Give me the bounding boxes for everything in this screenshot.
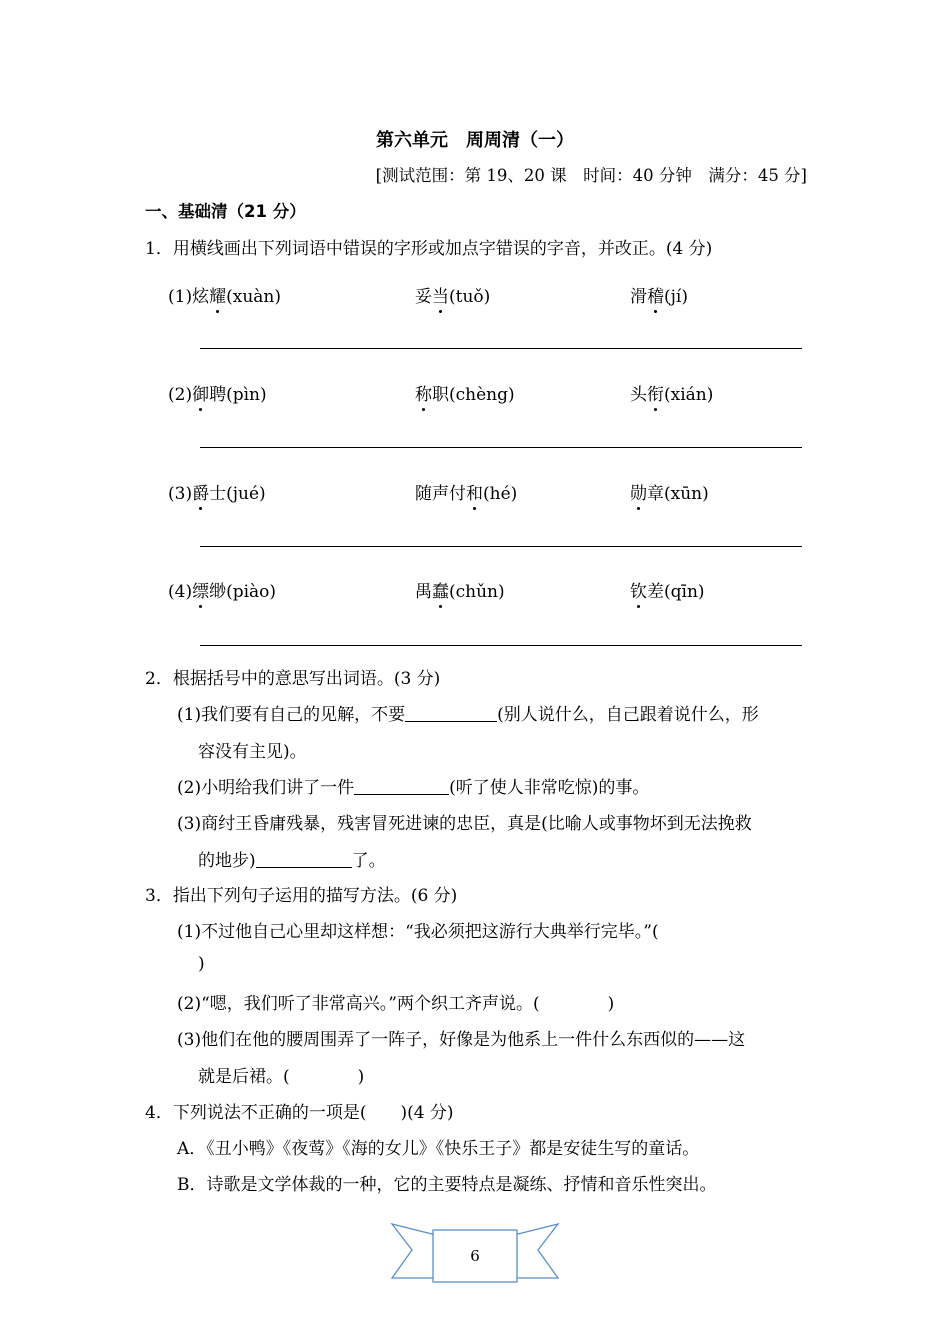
word-item	[630, 577, 705, 602]
word-item	[630, 380, 713, 405]
question-4-stem: 4．下列说法不正确的一项是( )(4 分)	[145, 1103, 454, 1123]
dotted-char: 耀	[209, 282, 226, 307]
dotted-char: 爵	[192, 479, 209, 504]
dotted-char: 当	[432, 282, 449, 307]
dotted-char: 勋	[630, 479, 647, 504]
word-item	[168, 479, 266, 504]
item-text: 的地步)	[198, 851, 256, 871]
word-item	[415, 577, 505, 602]
word-prefix: 随声付	[415, 484, 466, 504]
question-3-item-1-cont: )	[198, 954, 205, 974]
question-2-item-2	[177, 773, 649, 798]
item-text: 了。	[351, 851, 386, 871]
dotted-char: 蠢	[432, 577, 449, 602]
dotted-char: 缥	[192, 577, 209, 602]
word-suffix: (xián)	[664, 385, 714, 405]
word-item	[415, 380, 515, 405]
word-prefix: (2)	[168, 385, 193, 405]
page-title: 第六单元 周周清（一）	[376, 130, 574, 151]
word-suffix: 缈(piào)	[209, 582, 277, 602]
word-prefix: 禺	[415, 582, 432, 602]
word-item	[415, 479, 517, 504]
word-item	[630, 282, 688, 307]
word-suffix: 差(qīn)	[647, 582, 705, 602]
word-suffix: (jí)	[664, 287, 688, 307]
word-suffix: (tuǒ)	[449, 287, 491, 307]
fill-blank[interactable]	[256, 850, 352, 868]
word-suffix: 聘(pìn)	[209, 385, 267, 405]
word-prefix: 头	[630, 385, 647, 405]
answer-line	[200, 546, 802, 547]
word-suffix: 士(jué)	[209, 484, 266, 504]
word-item	[168, 380, 267, 405]
word-suffix: 章(xūn)	[647, 484, 709, 504]
question-3-item-3: (3)他们在他的腰周围弄了一阵子，好像是为他系上一件什么东西似的——这	[177, 1030, 746, 1050]
word-prefix: (1)炫	[168, 287, 210, 307]
word-suffix: (hé)	[483, 484, 518, 504]
question-3-item-2: (2)“嗯，我们听了非常高兴。”两个织工齐声说。( )	[177, 994, 615, 1014]
word-suffix: (xuàn)	[226, 287, 281, 307]
word-item	[415, 282, 490, 307]
question-2-item-3-cont	[198, 846, 386, 871]
word-suffix: (chǔn)	[449, 582, 505, 602]
answer-line	[200, 645, 802, 646]
question-2-stem: 2．根据括号中的意思写出词语。(3 分)	[145, 669, 441, 689]
dotted-char: 钦	[630, 577, 647, 602]
section-heading: 一、基础清（21 分）	[145, 202, 306, 221]
fill-blank[interactable]	[405, 704, 497, 722]
item-text: (别人说什么，自己跟着说什么，形	[497, 705, 759, 725]
word-item	[168, 577, 276, 602]
question-3-stem: 3．指出下列句子运用的描写方法。(6 分)	[145, 886, 458, 906]
test-scope-meta: [测试范围：第 19、20 课 时间：40 分钟 满分：45 分]	[375, 166, 807, 185]
dotted-char: 称	[415, 380, 432, 405]
word-prefix: 妥	[415, 287, 432, 307]
question-2-item-1	[177, 700, 759, 725]
word-prefix: (4)	[168, 582, 193, 602]
word-suffix: 职(chèng)	[432, 385, 515, 405]
page-number: 6	[470, 1247, 480, 1265]
word-item	[630, 479, 709, 504]
item-text: (1)我们要有自己的见解，不要	[177, 705, 406, 725]
option-a[interactable]: A．《丑小鸭》《夜莺》《海的女儿》《快乐王子》都是安徒生写的童话。	[177, 1139, 700, 1159]
question-2-item-3: (3)商纣王昏庸残暴，残害冒死进谏的忠臣，真是(比喻人或事物坏到无法挽救	[177, 814, 752, 834]
question-1-stem: 1．用横线画出下列词语中错误的字形或加点字错误的字音，并改正。(4 分)	[145, 239, 713, 259]
question-3-item-1: (1)不过他自己心里却这样想：“我必须把这游行大典举行完毕。”(	[177, 922, 659, 942]
item-text-cont: 容没有主见)。	[198, 742, 307, 762]
word-item	[168, 282, 281, 307]
dotted-char: 稽	[647, 282, 664, 307]
fill-blank[interactable]	[354, 777, 449, 795]
item-text: (2)小明给我们讲了一件	[177, 778, 355, 798]
answer-line	[200, 348, 802, 349]
item-text: (听了使人非常吃惊)的事。	[449, 778, 650, 798]
dotted-char: 和	[466, 479, 483, 504]
answer-line	[200, 447, 802, 448]
word-prefix: (3)	[168, 484, 193, 504]
option-b[interactable]: B．诗歌是文学体裁的一种，它的主要特点是凝练、抒情和音乐性突出。	[177, 1175, 717, 1195]
dotted-char: 衔	[647, 380, 664, 405]
question-3-item-3-cont: 就是后裙。( )	[198, 1067, 365, 1087]
dotted-char: 御	[192, 380, 209, 405]
word-prefix: 滑	[630, 287, 647, 307]
page-number-ribbon	[390, 1218, 560, 1293]
